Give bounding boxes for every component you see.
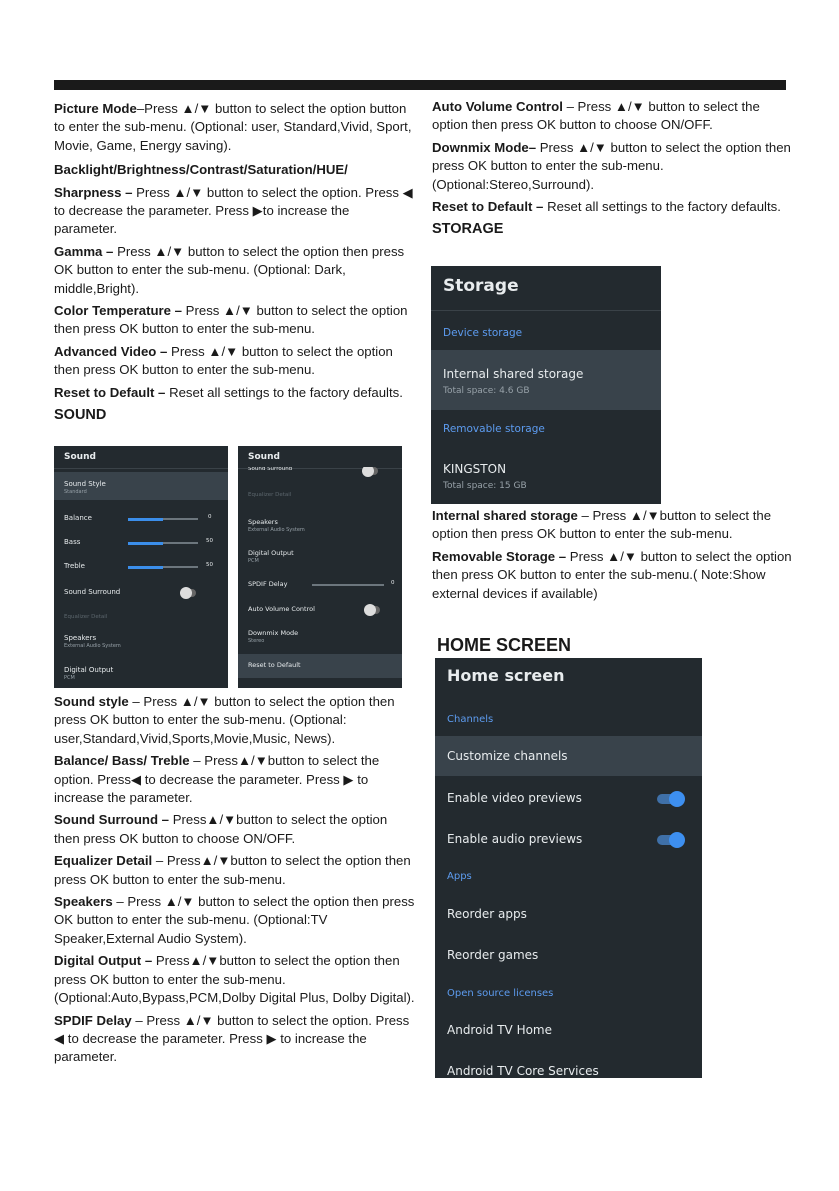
speakers-para: Speakers – Press ▲/▼ button to select the option then press OK button to enter the sub-menu. (Optional:TV Speaker,External Audio System).	[54, 894, 415, 946]
backlight-para: Backlight/Brightness/Contrast/Saturation/HUE/	[54, 162, 348, 178]
panel-title: Home screen	[447, 666, 565, 685]
channels-label: Channels	[447, 714, 494, 725]
internal-storage-para: Internal shared storage – Press ▲/▼button to select the option then press OK button to enter the sub-menu.	[432, 508, 772, 542]
menu-item-enable-video-previews[interactable]: Enable video previews	[435, 789, 702, 809]
menu-item-reorder-apps[interactable]: Reorder apps	[447, 907, 527, 921]
spdif-para: SPDIF Delay – Press ▲/▼ button to select the option. Press ◀ to decrease the parameter. Press ▶ to increase the parameter.	[54, 1012, 410, 1065]
panel-divider	[54, 468, 228, 469]
sound-style-para: Sound style – Press ▲/▼ button to select the option then press OK button to enter the sub-menu. (Optional: user,Standard,Vivid,Sports,Movie,Music, News).	[54, 694, 395, 746]
gamma-para: Gamma – Press ▲/▼ button to select the option then press OK button to enter the sub-menu. (Optional: Dark, middle,Bright).	[54, 243, 405, 296]
menu-item-bass[interactable]: Bass 50	[64, 538, 213, 546]
menu-item-speakers[interactable]: Speakers External Audio System	[248, 518, 305, 533]
menu-item-balance[interactable]: Balance 0	[64, 514, 212, 522]
removable-storage-para: Removable Storage – Press ▲/▼ button to select the option then press OK button to enter the sub-menu.( Note:Show external devices if available)	[432, 548, 792, 601]
menu-item-downmix-mode[interactable]: Downmix Mode Stereo	[248, 629, 299, 644]
menu-item-equalizer-detail: Equalizer Detail	[64, 614, 108, 620]
open-source-licenses-label: Open source licenses	[447, 988, 554, 999]
menu-item-speakers[interactable]: Speakers External Audio System	[64, 634, 121, 649]
menu-item-equalizer-detail: Equalizer Detail	[248, 492, 292, 498]
removable-storage-label: Removable storage	[443, 423, 545, 435]
sound-heading: SOUND	[54, 407, 107, 424]
storage-menu-panel	[431, 266, 661, 504]
sound-surround-toggle[interactable]	[362, 467, 378, 475]
menu-item-spdif-delay[interactable]: SPDIF Delay 0	[248, 580, 395, 588]
menu-item-reorder-games[interactable]: Reorder games	[447, 948, 539, 962]
menu-item-sound-style[interactable]: Sound Style Standard	[54, 472, 228, 500]
device-storage-label: Device storage	[443, 327, 523, 339]
downmix-para: Downmix Mode– Press ▲/▼ button to select the option then press OK button to enter the sub-menu. (Optional:Stereo,Surround).	[432, 139, 791, 192]
menu-item-auto-volume-control[interactable]: Auto Volume Control	[238, 603, 402, 615]
sound-section	[54, 693, 416, 1071]
sound-continued-section	[432, 98, 794, 243]
menu-item-sound-surround[interactable]: Sound Surround	[54, 586, 228, 598]
auto-volume-toggle[interactable]	[364, 606, 380, 614]
bass-slider[interactable]	[128, 542, 198, 544]
auto-volume-para: Auto Volume Control – Press ▲/▼ button to select the option then press OK button to choose ON/OFF.	[432, 99, 760, 133]
sound-surround-para: Sound Surround – Press▲/▼button to select the option then press OK button to choose ON/OFF.	[54, 812, 388, 846]
balance-para: Balance/ Bass/ Treble – Press▲/▼button to select the option. Press◀ to decrease the parameter. Press ▶ to increase the parameter.	[54, 753, 380, 806]
menu-item-enable-audio-previews[interactable]: Enable audio previews	[435, 830, 702, 850]
panel-title: Storage	[443, 276, 519, 296]
advanced-video-para: Advanced Video – Press ▲/▼ button to select the option then press OK button to enter the sub-menu.	[54, 343, 393, 378]
menu-item-reset-to-default[interactable]: Reset to Default	[238, 654, 402, 678]
digital-output-para: Digital Output – Press▲/▼button to select the option then press OK button to enter the sub-menu. (Optional:Auto,Bypass,PCM,Dolby Digital Plus, Dolby Digital).	[54, 953, 415, 1006]
panel-divider	[431, 310, 661, 311]
audio-previews-toggle[interactable]	[657, 835, 681, 845]
menu-item-customize-channels[interactable]: Customize channels	[435, 736, 702, 776]
top-rule	[54, 80, 786, 90]
menu-item-kingston[interactable]: KINGSTON Total space: 15 GB	[443, 462, 527, 491]
equalizer-para: Equalizer Detail – Press▲/▼button to select the option then press OK button to enter the sub-menu.	[54, 853, 411, 887]
menu-item-digital-output[interactable]: Digital Output PCM	[64, 666, 114, 681]
picture-reset-para: Reset to Default – Reset all settings to the factory defaults.	[54, 384, 403, 400]
home-screen-menu-panel	[435, 658, 702, 1078]
menu-item-android-tv-home[interactable]: Android TV Home	[447, 1023, 552, 1037]
video-previews-toggle[interactable]	[657, 794, 681, 804]
storage-section	[432, 507, 794, 607]
menu-item-sound-surround[interactable]: Sound Surround	[238, 467, 402, 477]
color-temp-para: Color Temperature – Press ▲/▼ button to select the option then press OK button to enter the sub-menu.	[54, 303, 408, 337]
spdif-delay-slider[interactable]	[312, 584, 384, 586]
storage-heading: STORAGE	[432, 221, 504, 238]
sound-menu-panel-2	[238, 446, 402, 688]
picture-mode-para: Picture Mode–Press ▲/▼ button to select the option button to enter the sub-menu. (Optional: user, Standard,Vivid, Sport, Movie, Game, Energy saving).	[54, 101, 412, 153]
balance-slider[interactable]	[128, 518, 198, 520]
treble-slider[interactable]	[128, 566, 198, 568]
menu-item-android-tv-core-services[interactable]: Android TV Core Services	[447, 1064, 599, 1078]
menu-item-treble[interactable]: Treble 50	[64, 562, 213, 570]
menu-item-digital-output[interactable]: Digital Output PCM	[248, 549, 294, 564]
apps-label: Apps	[447, 871, 472, 882]
sharpness-para: Sharpness – Press ▲/▼ button to select the option. Press ◀ to decrease the parameter. Press ▶to increase the parameter.	[54, 184, 413, 237]
panel-title: Sound	[248, 452, 280, 462]
panel-title: Sound	[64, 452, 96, 462]
sound-surround-toggle[interactable]	[180, 589, 196, 597]
sound-menu-panel-1	[54, 446, 228, 688]
menu-item-internal-storage[interactable]: Internal shared storage Total space: 4.6 GB	[431, 350, 661, 410]
picture-section	[54, 100, 414, 429]
home-screen-heading: HOME SCREEN	[437, 635, 572, 655]
right-reset-para: Reset to Default – Reset all settings to the factory defaults.	[432, 199, 781, 215]
